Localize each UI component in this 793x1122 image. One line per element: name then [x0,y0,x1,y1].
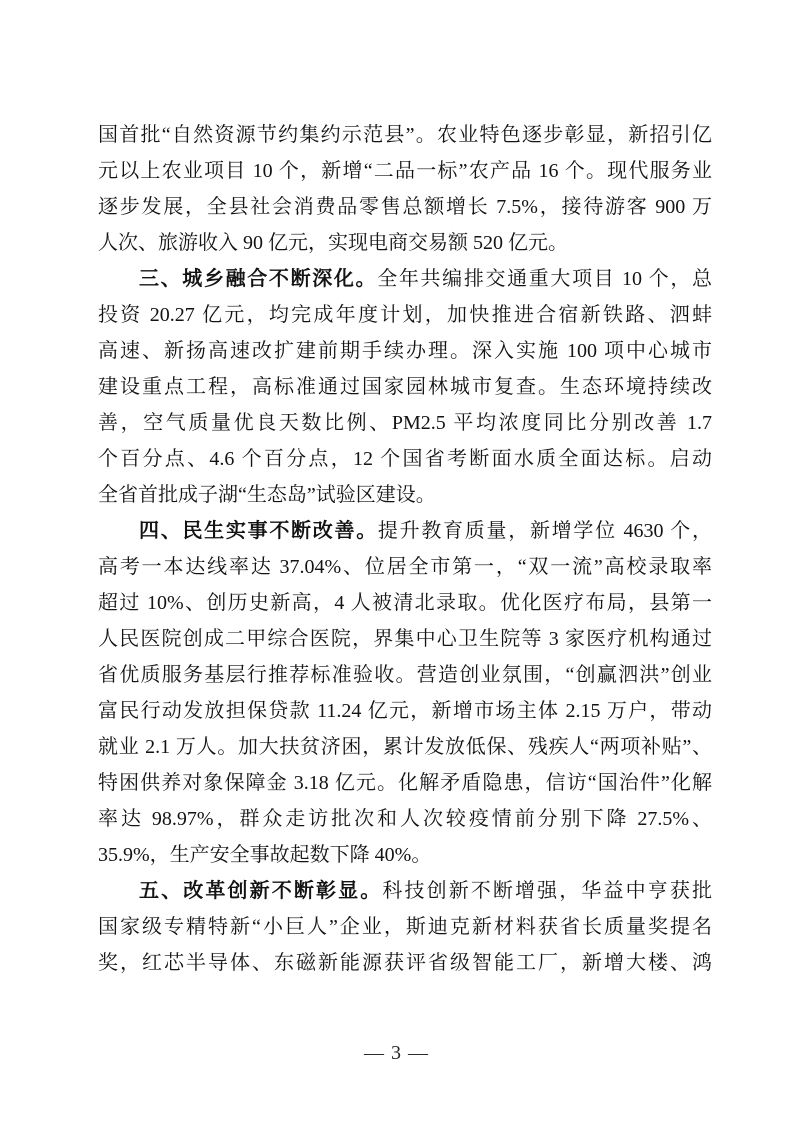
text-line: 人次、旅游收入 90 亿元，实现电商交易额 520 亿元。 [98,232,568,254]
text-line: 35.9%，生产安全事故起数下降 40%。 [98,844,432,866]
text-line: 个百分点、4.6 个百分点，12 个国省考断面水质全面达标。启动 [98,448,712,470]
section-heading-5: 五、改革创新不断彰显。 [139,880,383,902]
text-line: 特困供养对象保障金 3.18 亿元。化解矛盾隐患，信访“国治件”化解 [98,772,712,794]
page-number: — 3 — [364,1042,429,1064]
text-line: 投资 20.27 亿元，均完成年度计划，加快推进合宿新铁路、泗蚌 [98,304,712,326]
text-line: 奖，红芯半导体、东磁新能源获评省级智能工厂，新增大楼、鸿 [98,952,712,974]
text-line: 超过 10%、创历史新高，4 人被清北录取。优化医疗布局，县第一 [98,592,712,614]
text-line: 元以上农业项目 10 个，新增“二品一标”农产品 16 个。现代服务业 [98,160,712,182]
text-run: 提升教育质量，新增学位 4630 个， [377,520,713,542]
text-line: 率达 98.97%，群众走访批次和人次较疫情前分别下降 27.5%、 [98,808,712,830]
text-line: 富民行动发放担保贷款 11.24 亿元，新增市场主体 2.15 万户，带动 [98,700,712,722]
text-line: 就业 2.1 万人。加大扶贫济困，累计发放低保、残疾人“两项补贴”、 [98,736,712,758]
text-line [98,261,712,297]
text-line: 国家级专精特新“小巨人”企业，斯迪克新材料获省长质量奖提名 [98,916,712,938]
text-line: 高速、新扬高速改扩建前期手续办理。深入实施 100 项中心城市 [98,340,712,362]
text-line: 高考一本达线率达 37.04%、位居全市第一，“双一流”高校录取率 [98,556,712,578]
text-line: 省优质服务基层行推荐标准验收。营造创业氛围，“创赢泗洪”创业 [98,664,712,686]
text-line [98,873,712,909]
text-line: 善，空气质量优良天数比例、PM2.5 平均浓度同比分别改善 1.7 [98,412,712,434]
text-run: 全年共编排交通重大项目 10 个，总 [377,268,713,290]
document-body [98,117,712,981]
text-run: 科技创新不断增强，华益中亨获批 [382,880,713,902]
text-line: 全省首批成子湖“生态岛”试验区建设。 [98,484,436,506]
text-line: 建设重点工程，高标准通过国家园林城市复查。生态环境持续改 [98,376,712,398]
text-line [98,513,712,549]
section-heading-4: 四、民生实事不断改善。 [139,520,378,542]
text-line: 国首批“自然资源节约集约示范县”。农业特色逐步彰显，新招引亿 [98,124,712,146]
text-line: 人民医院创成二甲综合医院，界集中心卫生院等 3 家医疗机构通过 [98,628,712,650]
section-heading-3: 三、城乡融合不断深化。 [139,268,378,290]
text-line: 逐步发展，全县社会消费品零售总额增长 7.5%，接待游客 900 万 [98,196,712,218]
